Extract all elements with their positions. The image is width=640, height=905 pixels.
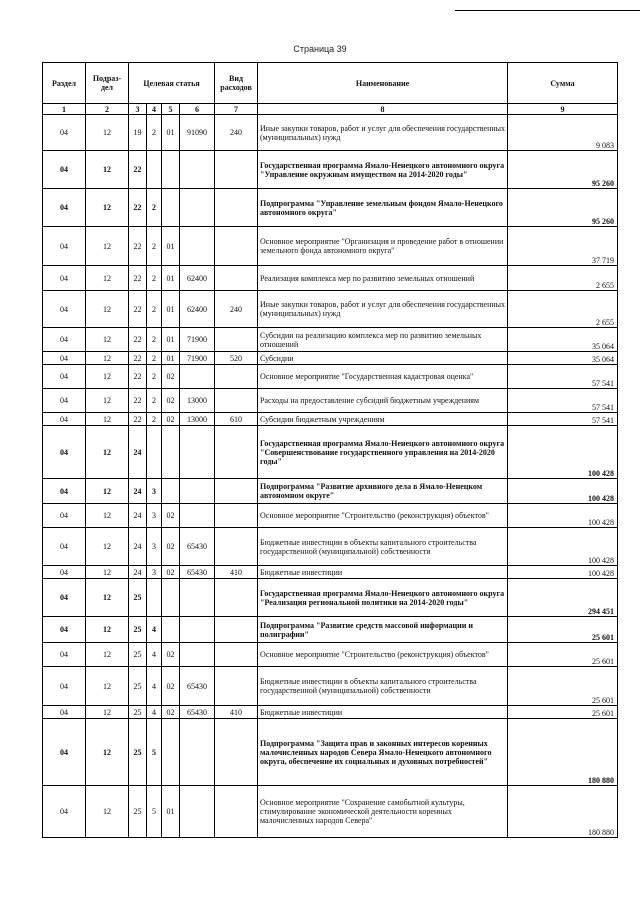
cell-expense-type: 240 xyxy=(215,115,258,151)
cell-amount: 37 719 xyxy=(508,227,618,266)
table-row xyxy=(43,266,618,291)
table-row xyxy=(43,426,618,479)
header-amount: Сумма xyxy=(508,63,618,104)
cell-expense-type xyxy=(215,227,258,266)
header-section: Раздел xyxy=(43,63,86,104)
cell-direction: 13000 xyxy=(180,389,215,413)
cell-section: 04 xyxy=(43,579,86,617)
cell-name: Государственная программа Ямало-Ненецкого автономного округа "Реализация региональной политики на 2014-2020 годы" xyxy=(258,579,508,617)
cell-name: Государственная программа Ямало-Ненецкого автономного округа "Управление окружным имуществом на 2014-2020 годы" xyxy=(258,151,508,189)
cell-subprogram: 4 xyxy=(147,706,162,719)
column-number: 7 xyxy=(215,104,258,115)
table-row xyxy=(43,579,618,617)
cell-activity: 02 xyxy=(162,365,180,389)
cell-subsection: 12 xyxy=(86,528,129,566)
cell-direction xyxy=(180,479,215,504)
cell-expense-type: 520 xyxy=(215,352,258,365)
cell-section: 04 xyxy=(43,786,86,838)
table-row xyxy=(43,291,618,328)
cell-activity: 01 xyxy=(162,328,180,352)
page-label: Страница 39 xyxy=(293,44,347,54)
cell-program: 24 xyxy=(129,504,147,528)
cell-subprogram: 2 xyxy=(147,365,162,389)
cell-subprogram: 5 xyxy=(147,719,162,786)
cell-subprogram: 4 xyxy=(147,667,162,706)
cell-subprogram: 2 xyxy=(147,328,162,352)
cell-subprogram: 5 xyxy=(147,786,162,838)
cell-amount: 25 601 xyxy=(508,643,618,667)
cell-subsection: 12 xyxy=(86,189,129,227)
cell-subsection: 12 xyxy=(86,719,129,786)
cell-activity: 02 xyxy=(162,528,180,566)
table-body xyxy=(43,115,618,838)
cell-program: 22 xyxy=(129,291,147,328)
cell-subprogram: 4 xyxy=(147,617,162,643)
column-number: 8 xyxy=(258,104,508,115)
cell-program: 25 xyxy=(129,617,147,643)
cell-activity xyxy=(162,479,180,504)
table-row xyxy=(43,389,618,413)
cell-amount: 180 880 xyxy=(508,719,618,786)
column-number: 5 xyxy=(162,104,180,115)
cell-direction xyxy=(180,151,215,189)
cell-activity xyxy=(162,617,180,643)
table-row xyxy=(43,479,618,504)
budget-table xyxy=(42,62,618,838)
cell-name: Бюджетные инвестиции в объекты капитального строительства государственной (муниципальной) собственности xyxy=(258,528,508,566)
cell-expense-type xyxy=(215,719,258,786)
cell-subsection: 12 xyxy=(86,352,129,365)
cell-program: 25 xyxy=(129,786,147,838)
cell-name: Субсидии xyxy=(258,352,508,365)
table-row xyxy=(43,413,618,426)
cell-direction: 71900 xyxy=(180,328,215,352)
cell-direction xyxy=(180,719,215,786)
cell-direction: 65430 xyxy=(180,667,215,706)
cell-expense-type xyxy=(215,528,258,566)
top-edge-rule xyxy=(455,10,640,11)
table-row xyxy=(43,352,618,365)
cell-program: 22 xyxy=(129,413,147,426)
cell-expense-type xyxy=(215,479,258,504)
cell-name: Основное мероприятие "Государственная кадастровая оценка" xyxy=(258,365,508,389)
cell-amount: 25 601 xyxy=(508,706,618,719)
table-row xyxy=(43,528,618,566)
cell-section: 04 xyxy=(43,504,86,528)
cell-program: 24 xyxy=(129,566,147,579)
cell-program: 25 xyxy=(129,643,147,667)
cell-subprogram: 2 xyxy=(147,227,162,266)
cell-section: 04 xyxy=(43,643,86,667)
table-row xyxy=(43,328,618,352)
cell-program: 25 xyxy=(129,719,147,786)
cell-subsection: 12 xyxy=(86,266,129,291)
cell-section: 04 xyxy=(43,426,86,479)
cell-amount: 2 655 xyxy=(508,266,618,291)
cell-amount: 100 428 xyxy=(508,528,618,566)
cell-section: 04 xyxy=(43,413,86,426)
cell-name: Основное мероприятие "Организация и проведение работ в отношении земельного фонда автономного округа" xyxy=(258,227,508,266)
cell-subprogram: 3 xyxy=(147,504,162,528)
cell-subprogram: 2 xyxy=(147,266,162,291)
cell-section: 04 xyxy=(43,352,86,365)
cell-name: Расходы на предоставление субсидий бюджетным учреждениям xyxy=(258,389,508,413)
cell-subprogram: 3 xyxy=(147,479,162,504)
cell-subsection: 12 xyxy=(86,566,129,579)
column-number: 6 xyxy=(180,104,215,115)
cell-expense-type xyxy=(215,266,258,291)
cell-program: 22 xyxy=(129,151,147,189)
cell-direction: 65430 xyxy=(180,706,215,719)
cell-activity: 01 xyxy=(162,786,180,838)
cell-section: 04 xyxy=(43,617,86,643)
cell-expense-type xyxy=(215,643,258,667)
cell-subsection: 12 xyxy=(86,227,129,266)
cell-expense-type xyxy=(215,667,258,706)
cell-program: 22 xyxy=(129,266,147,291)
cell-name: Подпрограмма "Защита прав и законных интересов коренных малочисленных народов Севера Ямало-Ненецкого автономного округа, обеспечение их социальных и духовных потребностей" xyxy=(258,719,508,786)
cell-name: Основное мероприятие "Строительство (реконструкция) объектов" xyxy=(258,643,508,667)
cell-amount: 25 601 xyxy=(508,617,618,643)
cell-program: 22 xyxy=(129,328,147,352)
cell-name: Реализация комплекса мер по развитию земельных отношений xyxy=(258,266,508,291)
cell-name: Основное мероприятие "Строительство (реконструкция) объектов" xyxy=(258,504,508,528)
cell-section: 04 xyxy=(43,291,86,328)
cell-expense-type xyxy=(215,151,258,189)
cell-direction xyxy=(180,579,215,617)
cell-expense-type xyxy=(215,426,258,479)
cell-subsection: 12 xyxy=(86,389,129,413)
cell-direction xyxy=(180,504,215,528)
cell-program: 25 xyxy=(129,706,147,719)
column-number: 4 xyxy=(147,104,162,115)
cell-name: Субсидии на реализацию комплекса мер по развитию земельных отношений xyxy=(258,328,508,352)
cell-expense-type xyxy=(215,786,258,838)
cell-program: 25 xyxy=(129,667,147,706)
cell-subprogram: 2 xyxy=(147,115,162,151)
table-row xyxy=(43,227,618,266)
cell-direction xyxy=(180,617,215,643)
cell-amount: 35 064 xyxy=(508,328,618,352)
cell-section: 04 xyxy=(43,266,86,291)
cell-activity xyxy=(162,151,180,189)
cell-direction: 13000 xyxy=(180,413,215,426)
cell-direction xyxy=(180,786,215,838)
cell-program: 19 xyxy=(129,115,147,151)
cell-subsection: 12 xyxy=(86,617,129,643)
cell-amount: 95 260 xyxy=(508,151,618,189)
cell-subsection: 12 xyxy=(86,786,129,838)
cell-amount: 100 428 xyxy=(508,504,618,528)
cell-expense-type: 410 xyxy=(215,706,258,719)
cell-subprogram xyxy=(147,426,162,479)
cell-activity: 02 xyxy=(162,667,180,706)
cell-subsection: 12 xyxy=(86,328,129,352)
cell-subprogram: 2 xyxy=(147,389,162,413)
cell-subprogram: 2 xyxy=(147,291,162,328)
column-number: 1 xyxy=(43,104,86,115)
cell-amount: 100 428 xyxy=(508,566,618,579)
cell-section: 04 xyxy=(43,706,86,719)
cell-subsection: 12 xyxy=(86,426,129,479)
table-row xyxy=(43,189,618,227)
cell-program: 24 xyxy=(129,528,147,566)
cell-program: 22 xyxy=(129,389,147,413)
cell-subsection: 12 xyxy=(86,365,129,389)
cell-section: 04 xyxy=(43,328,86,352)
cell-direction xyxy=(180,365,215,389)
table-row xyxy=(43,617,618,643)
cell-expense-type xyxy=(215,365,258,389)
cell-subsection: 12 xyxy=(86,151,129,189)
cell-direction xyxy=(180,227,215,266)
cell-name: Иные закупки товаров, работ и услуг для обеспечения государственных (муниципальных) нужд xyxy=(258,291,508,328)
cell-subprogram: 2 xyxy=(147,189,162,227)
cell-direction: 71900 xyxy=(180,352,215,365)
header-subsection: Подраз-дел xyxy=(86,63,129,104)
cell-section: 04 xyxy=(43,115,86,151)
cell-amount: 57 541 xyxy=(508,365,618,389)
cell-subsection: 12 xyxy=(86,504,129,528)
table-header-row xyxy=(43,63,618,104)
cell-section: 04 xyxy=(43,479,86,504)
cell-section: 04 xyxy=(43,227,86,266)
cell-amount: 294 451 xyxy=(508,579,618,617)
header-name: Наименование xyxy=(258,63,508,104)
cell-program: 22 xyxy=(129,189,147,227)
cell-section: 04 xyxy=(43,719,86,786)
cell-subsection: 12 xyxy=(86,413,129,426)
cell-subsection: 12 xyxy=(86,479,129,504)
cell-amount: 9 083 xyxy=(508,115,618,151)
cell-activity: 02 xyxy=(162,389,180,413)
table-row xyxy=(43,643,618,667)
cell-program: 25 xyxy=(129,579,147,617)
cell-direction: 65430 xyxy=(180,528,215,566)
cell-name: Основное мероприятие "Сохранение самобытной культуры, стимулирование экономической деятельности коренных малочисленных народов Севера" xyxy=(258,786,508,838)
table-row xyxy=(43,667,618,706)
cell-section: 04 xyxy=(43,566,86,579)
cell-expense-type xyxy=(215,504,258,528)
header-target-article: Целевая статья xyxy=(129,63,215,104)
column-number: 3 xyxy=(129,104,147,115)
cell-activity: 02 xyxy=(162,643,180,667)
cell-activity: 02 xyxy=(162,504,180,528)
cell-subprogram xyxy=(147,579,162,617)
cell-amount: 95 260 xyxy=(508,189,618,227)
cell-name: Субсидии бюджетным учреждениям xyxy=(258,413,508,426)
column-number: 2 xyxy=(86,104,129,115)
cell-amount: 57 541 xyxy=(508,413,618,426)
cell-direction: 91090 xyxy=(180,115,215,151)
table-row xyxy=(43,786,618,838)
cell-subsection: 12 xyxy=(86,579,129,617)
cell-amount: 100 428 xyxy=(508,426,618,479)
cell-expense-type: 610 xyxy=(215,413,258,426)
cell-name: Государственная программа Ямало-Ненецкого автономного округа "Совершенствование государственного управления на 2014-2020 годы" xyxy=(258,426,508,479)
cell-subsection: 12 xyxy=(86,115,129,151)
cell-subprogram: 2 xyxy=(147,352,162,365)
cell-name: Бюджетные инвестиции в объекты капитального строительства государственной (муниципальной) собственности xyxy=(258,667,508,706)
cell-amount: 180 880 xyxy=(508,786,618,838)
cell-section: 04 xyxy=(43,389,86,413)
cell-direction: 62400 xyxy=(180,291,215,328)
cell-section: 04 xyxy=(43,189,86,227)
cell-activity xyxy=(162,426,180,479)
cell-section: 04 xyxy=(43,365,86,389)
cell-amount: 57 541 xyxy=(508,389,618,413)
cell-direction xyxy=(180,426,215,479)
table-row xyxy=(43,115,618,151)
cell-amount: 35 064 xyxy=(508,352,618,365)
cell-program: 22 xyxy=(129,365,147,389)
cell-subprogram: 2 xyxy=(147,413,162,426)
table-row xyxy=(43,365,618,389)
cell-activity: 02 xyxy=(162,706,180,719)
cell-subprogram xyxy=(147,151,162,189)
cell-direction xyxy=(180,189,215,227)
cell-activity: 01 xyxy=(162,291,180,328)
cell-direction xyxy=(180,643,215,667)
cell-activity: 02 xyxy=(162,566,180,579)
cell-expense-type xyxy=(215,328,258,352)
cell-activity: 01 xyxy=(162,227,180,266)
header-expense-type: Вид расходов xyxy=(215,63,258,104)
cell-name: Бюджетные инвестиции xyxy=(258,566,508,579)
table-row xyxy=(43,719,618,786)
cell-direction: 62400 xyxy=(180,266,215,291)
cell-program: 24 xyxy=(129,479,147,504)
cell-expense-type xyxy=(215,389,258,413)
cell-name: Бюджетные инвестиции xyxy=(258,706,508,719)
cell-program: 22 xyxy=(129,227,147,266)
cell-subsection: 12 xyxy=(86,667,129,706)
cell-activity xyxy=(162,579,180,617)
cell-name: Подпрограмма "Управление земельным фондом Ямало-Ненецкого автономного округа" xyxy=(258,189,508,227)
cell-subsection: 12 xyxy=(86,706,129,719)
cell-subprogram: 4 xyxy=(147,643,162,667)
table-row xyxy=(43,504,618,528)
cell-expense-type: 240 xyxy=(215,291,258,328)
cell-expense-type xyxy=(215,189,258,227)
cell-expense-type xyxy=(215,617,258,643)
cell-section: 04 xyxy=(43,151,86,189)
column-number-row xyxy=(43,104,618,115)
cell-subsection: 12 xyxy=(86,643,129,667)
cell-direction: 65430 xyxy=(180,566,215,579)
cell-activity xyxy=(162,189,180,227)
cell-amount: 2 655 xyxy=(508,291,618,328)
cell-expense-type xyxy=(215,579,258,617)
table-row xyxy=(43,706,618,719)
table-row xyxy=(43,151,618,189)
cell-activity: 01 xyxy=(162,352,180,365)
cell-amount: 25 601 xyxy=(508,667,618,706)
cell-subsection: 12 xyxy=(86,291,129,328)
cell-section: 04 xyxy=(43,667,86,706)
cell-section: 04 xyxy=(43,528,86,566)
cell-name: Иные закупки товаров, работ и услуг для обеспечения государственных (муниципальных) нужд xyxy=(258,115,508,151)
cell-activity: 02 xyxy=(162,413,180,426)
cell-subprogram: 3 xyxy=(147,528,162,566)
table-row xyxy=(43,566,618,579)
cell-amount: 100 428 xyxy=(508,479,618,504)
cell-subprogram: 3 xyxy=(147,566,162,579)
cell-activity: 01 xyxy=(162,115,180,151)
cell-name: Подпрограмма "Развитие средств массовой информации и полиграфии" xyxy=(258,617,508,643)
cell-activity xyxy=(162,719,180,786)
column-number: 9 xyxy=(508,104,618,115)
cell-expense-type: 410 xyxy=(215,566,258,579)
cell-program: 22 xyxy=(129,352,147,365)
cell-activity: 01 xyxy=(162,266,180,291)
cell-program: 24 xyxy=(129,426,147,479)
cell-name: Подпрограмма "Развитие архивного дела в Ямало-Ненецком автономном округе" xyxy=(258,479,508,504)
